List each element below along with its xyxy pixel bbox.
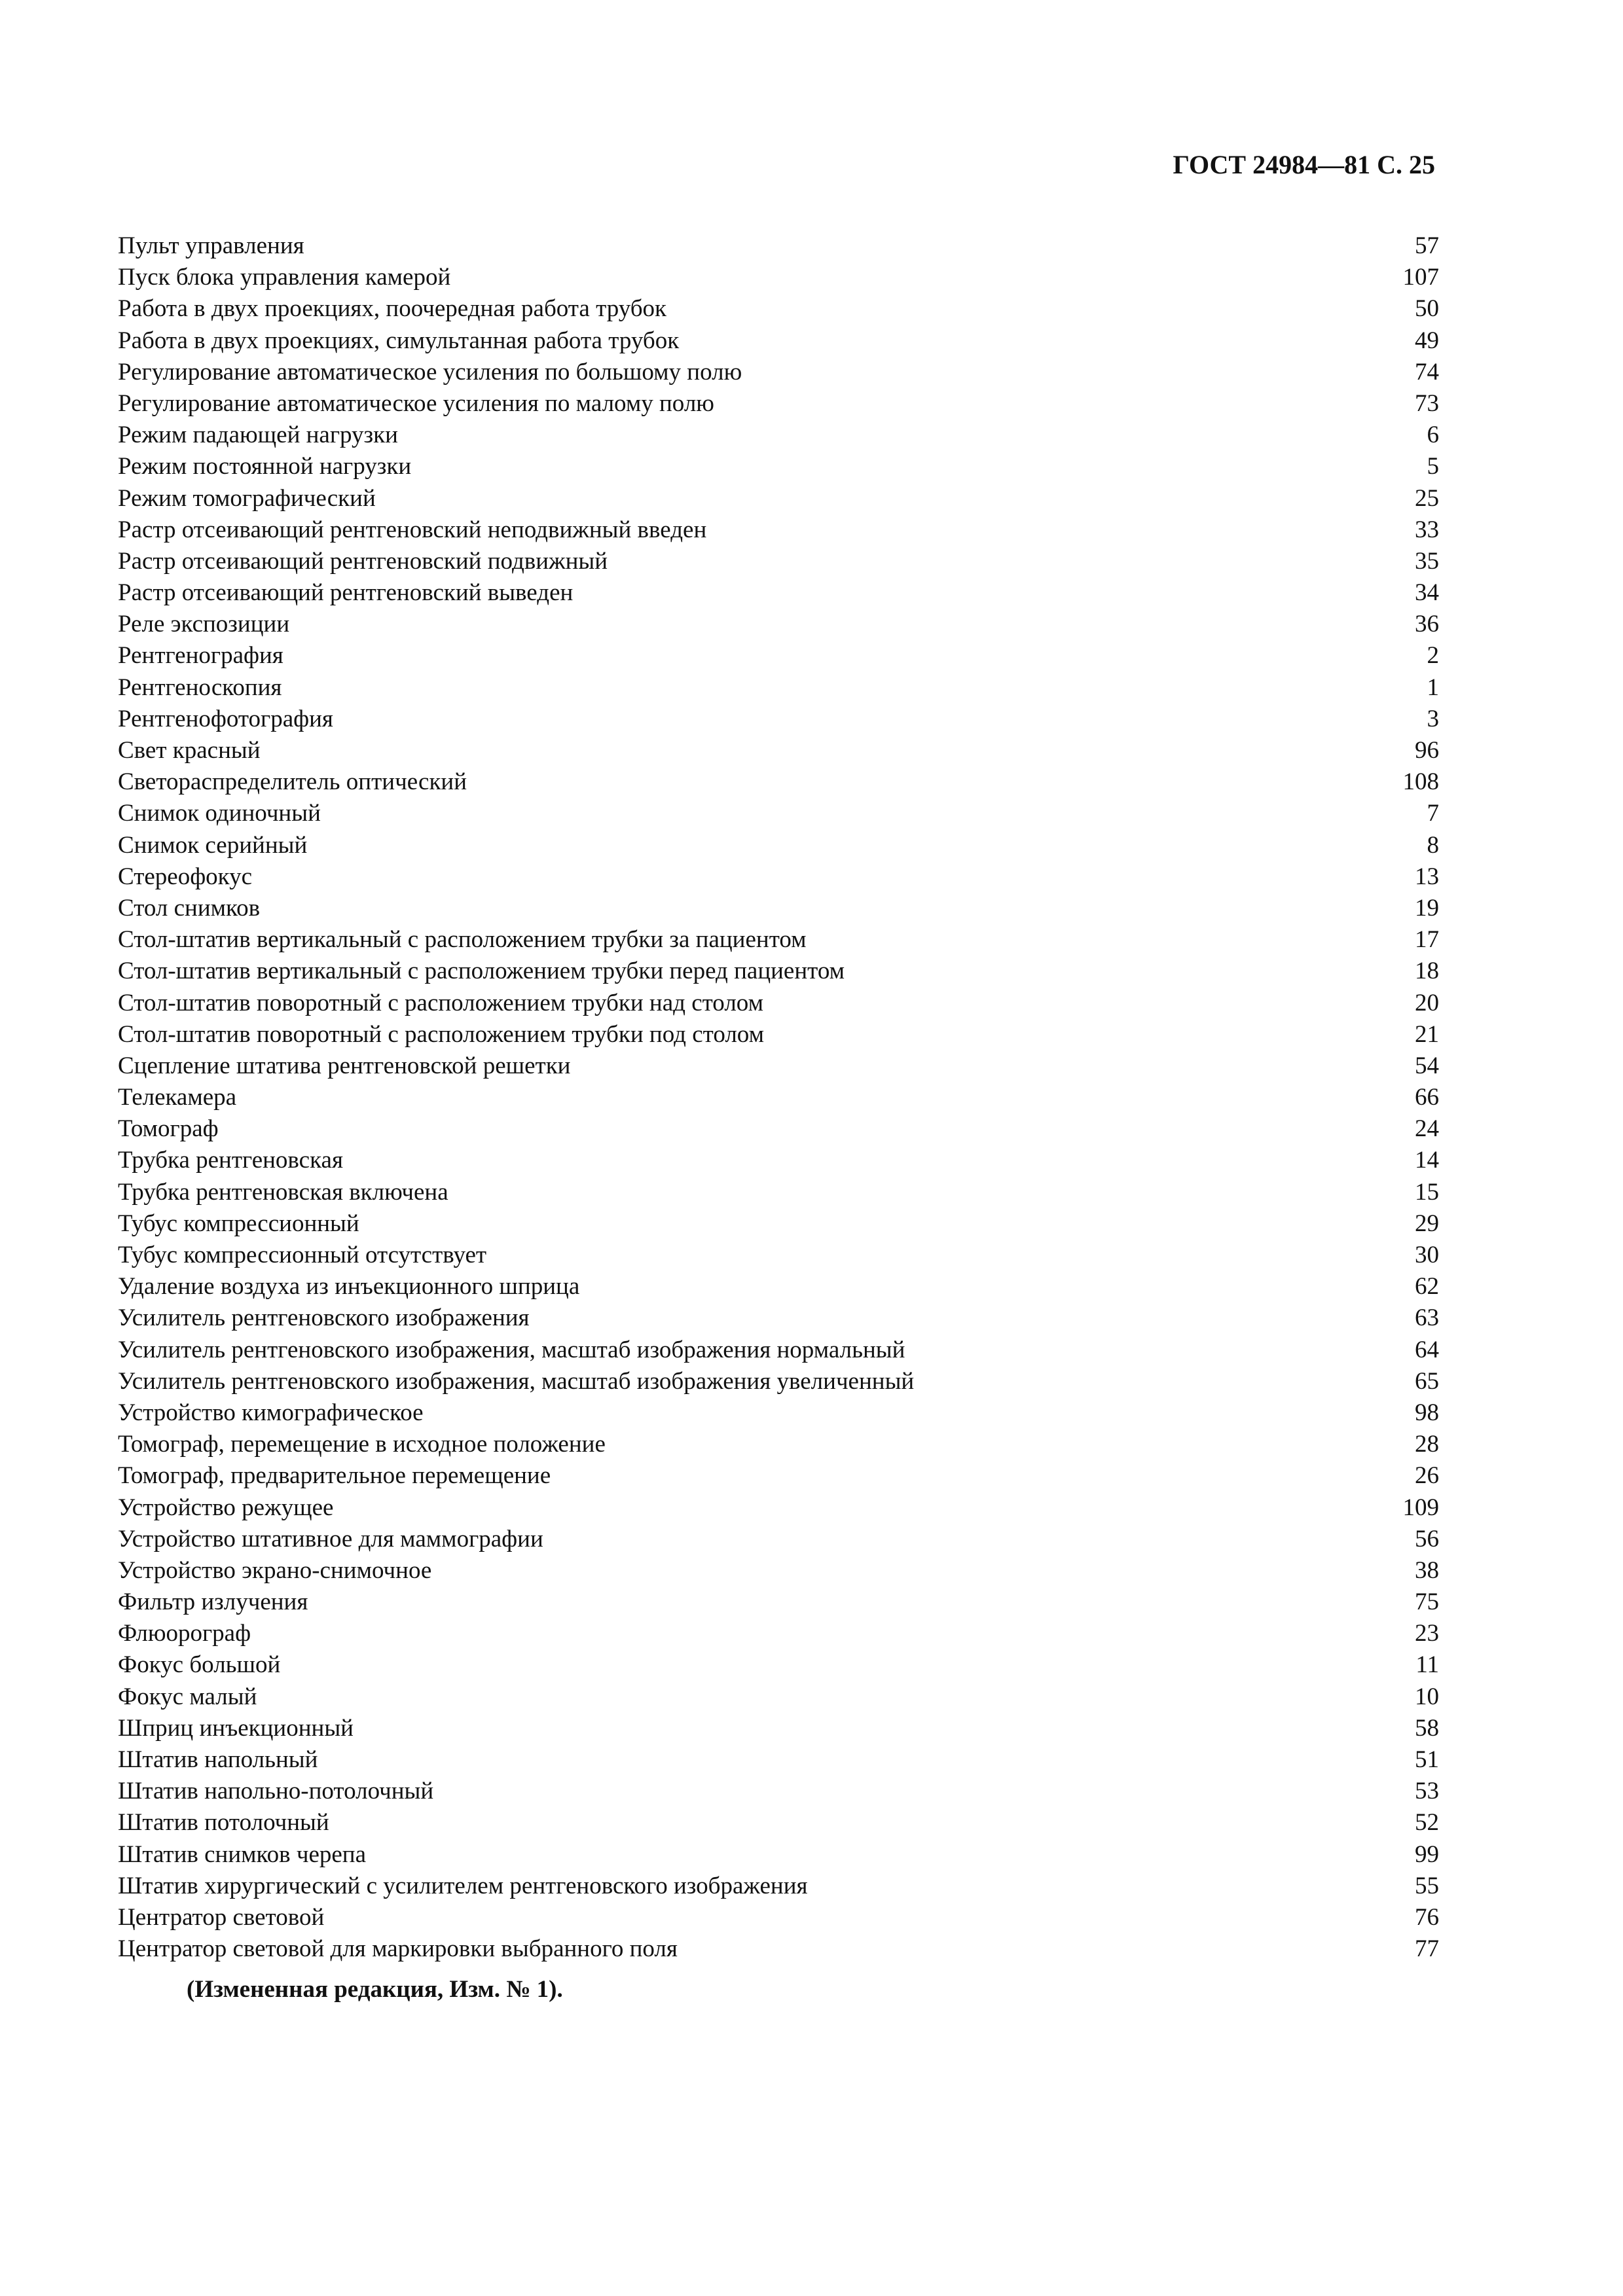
- page-header: ГОСТ 24984—81 С. 25: [1173, 150, 1435, 179]
- index-term: Свет красный: [118, 737, 261, 764]
- index-entry: [118, 1713, 1439, 1744]
- index-term-number: 10: [1415, 1683, 1439, 1710]
- index-term: Светораспределитель оптический: [118, 768, 467, 796]
- index-term-number: 107: [1402, 264, 1439, 291]
- index-term-number: 21: [1415, 1020, 1439, 1048]
- term-index-list: [118, 230, 1439, 1965]
- index-term-number: 3: [1427, 705, 1439, 732]
- index-entry: [118, 357, 1439, 388]
- index-entry: [118, 1050, 1439, 1082]
- index-term-number: 17: [1415, 926, 1439, 954]
- index-term: Рентгеноскопия: [118, 673, 282, 701]
- index-entry: [118, 514, 1439, 546]
- index-term: Тубус компрессионный: [118, 1210, 359, 1237]
- index-entry: [118, 1113, 1439, 1145]
- index-term: Фильтр излучения: [118, 1588, 308, 1616]
- index-term-number: 76: [1415, 1903, 1439, 1931]
- index-term: Снимок одиночный: [118, 800, 321, 827]
- index-entry: [118, 861, 1439, 893]
- index-entry: [118, 1366, 1439, 1397]
- index-term: Регулирование автоматическое усиления по малому полю: [118, 389, 714, 417]
- index-term: Фокус большой: [118, 1651, 281, 1679]
- index-term-number: 8: [1427, 831, 1439, 859]
- index-term: Штатив снимков черепа: [118, 1840, 367, 1868]
- index-term-number: 49: [1415, 327, 1439, 354]
- index-entry: [118, 1524, 1439, 1555]
- index-term-number: 24: [1415, 1115, 1439, 1143]
- index-entry: [118, 672, 1439, 704]
- index-term-number: 5: [1427, 453, 1439, 480]
- index-entry: [118, 1555, 1439, 1587]
- index-entry: [118, 1177, 1439, 1208]
- index-term-number: 11: [1415, 1651, 1439, 1679]
- index-term: Тубус компрессионный отсутствует: [118, 1242, 487, 1268]
- index-term-number: 64: [1415, 1336, 1439, 1363]
- index-term: Стол-штатив поворотный с расположением трубки под столом: [118, 1020, 765, 1048]
- index-term: Пуск блока управления камерой: [118, 264, 451, 291]
- index-term-number: 74: [1415, 358, 1439, 386]
- index-term-number: 23: [1415, 1620, 1439, 1647]
- index-term: Флюорограф: [118, 1620, 251, 1647]
- index-term-number: 35: [1415, 547, 1439, 575]
- index-term-number: 52: [1415, 1809, 1439, 1837]
- index-term: Стол снимков: [118, 894, 261, 922]
- index-term: Сцепление штатива рентгеновской решетки: [118, 1052, 571, 1079]
- index-term-number: 66: [1415, 1084, 1439, 1111]
- index-term: Растр отсеивающий рентгеновский выведен: [118, 579, 574, 607]
- index-term: Рентгенография: [118, 642, 283, 670]
- index-term: Усилитель рентгеновского изображения: [118, 1304, 530, 1332]
- index-entry: [118, 609, 1439, 640]
- index-term-number: 54: [1415, 1052, 1439, 1079]
- index-term: Томограф: [118, 1115, 219, 1143]
- index-term-number: 99: [1415, 1840, 1439, 1868]
- index-entry: [118, 956, 1439, 987]
- index-entry: [118, 1429, 1439, 1460]
- index-term: Режим падающей нагрузки: [118, 422, 398, 449]
- index-entry: [118, 1492, 1439, 1524]
- index-entry: [118, 1839, 1439, 1871]
- index-term: Устройство штативное для маммографии: [118, 1525, 543, 1552]
- index-entry: [118, 1587, 1439, 1618]
- index-term-number: 2: [1427, 642, 1439, 670]
- index-entry: [118, 704, 1439, 735]
- index-term-number: 62: [1415, 1273, 1439, 1300]
- index-term-number: 56: [1415, 1525, 1439, 1552]
- index-entry: [118, 483, 1439, 514]
- index-entry: [118, 1776, 1439, 1807]
- index-term-number: 28: [1415, 1431, 1439, 1458]
- index-term-number: 19: [1415, 894, 1439, 922]
- index-entry: [118, 640, 1439, 672]
- index-term: Устройство экрано-снимочное: [118, 1556, 432, 1584]
- index-entry: [118, 1807, 1439, 1839]
- index-term-number: 73: [1415, 389, 1439, 417]
- index-term-number: 109: [1402, 1494, 1439, 1521]
- index-term: Штатив потолочный: [118, 1809, 329, 1837]
- index-term: Пульт управления: [118, 232, 304, 259]
- index-term-number: 55: [1415, 1872, 1439, 1899]
- index-entry: [118, 1397, 1439, 1429]
- index-term: Удаление воздуха из инъекционного шприца: [118, 1273, 580, 1300]
- index-entry: [118, 893, 1439, 924]
- index-term: Устройство кимографическое: [118, 1399, 424, 1426]
- index-term-number: 51: [1415, 1746, 1439, 1773]
- index-entry: [118, 766, 1439, 798]
- index-entry: [118, 293, 1439, 325]
- index-term: Снимок серийный: [118, 831, 308, 859]
- index-entry: [118, 830, 1439, 861]
- amendment-note: (Измененная редакция, Изм. № 1).: [187, 1976, 563, 2003]
- index-term: Томограф, предварительное перемещение: [118, 1462, 551, 1490]
- index-entry: [118, 1649, 1439, 1681]
- index-term-number: 58: [1415, 1714, 1439, 1742]
- index-term: Штатив напольный: [118, 1746, 318, 1773]
- index-term: Работа в двух проекциях, симультанная работа трубок: [118, 327, 680, 354]
- index-term: Трубка рентгеновская включена: [118, 1178, 448, 1206]
- index-term: Трубка рентгеновская: [118, 1147, 343, 1174]
- index-term-number: 1: [1427, 673, 1439, 701]
- index-term: Режим томографический: [118, 484, 376, 512]
- index-term: Стол-штатив вертикальный с расположением трубки перед пациентом: [118, 958, 845, 985]
- index-entry: [118, 451, 1439, 482]
- index-entry: [118, 420, 1439, 451]
- index-entry: [118, 924, 1439, 956]
- index-entry: [118, 1933, 1439, 1965]
- index-term: Штатив напольно-потолочный: [118, 1778, 434, 1805]
- index-entry: [118, 1681, 1439, 1713]
- index-term: Устройство режущее: [118, 1494, 334, 1521]
- index-term: Стол-штатив поворотный с расположением трубки над столом: [118, 989, 763, 1016]
- index-term: Растр отсеивающий рентгеновский неподвижный введен: [118, 516, 707, 543]
- index-term-number: 30: [1415, 1242, 1439, 1268]
- index-term-number: 36: [1415, 611, 1439, 638]
- index-term-number: 108: [1402, 768, 1439, 796]
- index-entry: [118, 230, 1439, 262]
- index-term-number: 20: [1415, 989, 1439, 1016]
- index-term: Реле экспозиции: [118, 611, 290, 638]
- index-term-number: 7: [1427, 800, 1439, 827]
- index-entry: [118, 1902, 1439, 1933]
- index-term: Томограф, перемещение в исходное положение: [118, 1431, 606, 1458]
- index-term-number: 96: [1415, 737, 1439, 764]
- index-term: Работа в двух проекциях, поочередная работа трубок: [118, 295, 667, 323]
- index-term-number: 57: [1415, 232, 1439, 259]
- index-term-number: 26: [1415, 1462, 1439, 1490]
- index-entry: [118, 798, 1439, 829]
- index-term-number: 15: [1415, 1178, 1439, 1206]
- index-entry: [118, 1618, 1439, 1649]
- index-term: Центратор световой для маркировки выбранного поля: [118, 1935, 678, 1963]
- index-term-number: 14: [1415, 1147, 1439, 1174]
- index-entry: [118, 1744, 1439, 1776]
- index-term-number: 77: [1415, 1935, 1439, 1963]
- index-entry: [118, 1302, 1439, 1334]
- index-term-number: 34: [1415, 579, 1439, 607]
- index-term: Режим постоянной нагрузки: [118, 453, 412, 480]
- index-term: Центратор световой: [118, 1903, 325, 1931]
- index-entry: [118, 1240, 1439, 1271]
- index-term: Рентгенофотография: [118, 705, 333, 732]
- index-term-number: 13: [1415, 863, 1439, 890]
- index-term-number: 65: [1415, 1367, 1439, 1395]
- index-entry: [118, 388, 1439, 420]
- index-term: Усилитель рентгеновского изображения, масштаб изображения нормальный: [118, 1336, 905, 1363]
- index-term: Стереофокус: [118, 863, 253, 890]
- index-term: Растр отсеивающий рентгеновский подвижный: [118, 547, 608, 575]
- index-entry: [118, 1145, 1439, 1176]
- index-term-number: 38: [1415, 1556, 1439, 1584]
- index-entry: [118, 262, 1439, 293]
- index-term-number: 6: [1427, 422, 1439, 449]
- index-term: Регулирование автоматическое усиления по большому полю: [118, 358, 742, 386]
- index-term-number: 29: [1415, 1210, 1439, 1237]
- index-term-number: 63: [1415, 1304, 1439, 1332]
- index-term-number: 33: [1415, 516, 1439, 543]
- index-term: Фокус малый: [118, 1683, 257, 1710]
- index-term: Штатив хирургический с усилителем рентгеновского изображения: [118, 1872, 808, 1899]
- index-term-number: 18: [1415, 958, 1439, 985]
- index-term-number: 53: [1415, 1778, 1439, 1805]
- index-entry: [118, 1208, 1439, 1240]
- index-entry: [118, 1271, 1439, 1302]
- index-entry: [118, 546, 1439, 577]
- index-entry: [118, 988, 1439, 1019]
- index-term-number: 98: [1415, 1399, 1439, 1426]
- index-entry: [118, 735, 1439, 766]
- index-entry: [118, 1871, 1439, 1902]
- index-term: Шприц инъекционный: [118, 1714, 354, 1742]
- index-term-number: 50: [1415, 295, 1439, 323]
- index-entry: [118, 1019, 1439, 1050]
- index-entry: [118, 1335, 1439, 1366]
- index-term: Стол-штатив вертикальный с расположением трубки за пациентом: [118, 926, 807, 954]
- index-term-number: 25: [1415, 484, 1439, 512]
- index-entry: [118, 577, 1439, 609]
- index-entry: [118, 1460, 1439, 1492]
- index-term: Телекамера: [118, 1084, 237, 1111]
- index-term-number: 75: [1415, 1588, 1439, 1616]
- index-entry: [118, 325, 1439, 357]
- index-entry: [118, 1082, 1439, 1113]
- index-term: Усилитель рентгеновского изображения, масштаб изображения увеличенный: [118, 1367, 915, 1395]
